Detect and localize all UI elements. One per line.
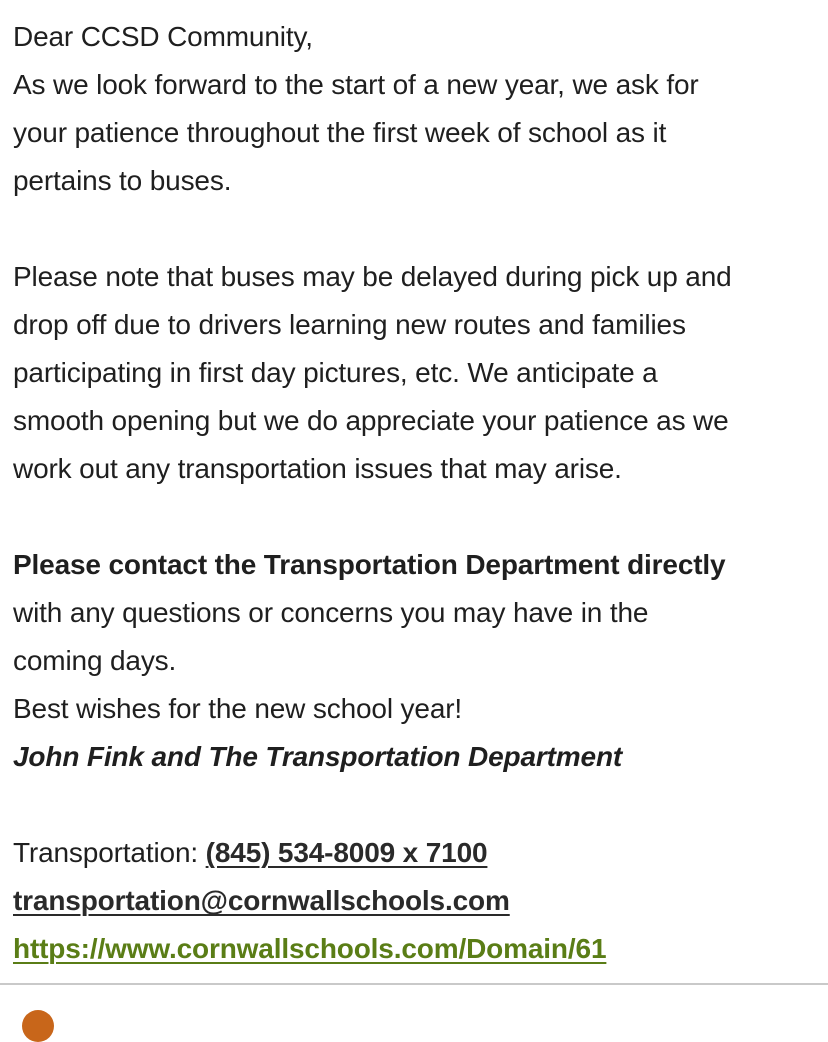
greeting: Dear CCSD Community, <box>13 21 313 52</box>
paragraph-1-line-2: your patience throughout the first week of school as it <box>13 117 667 148</box>
spacer <box>13 493 823 541</box>
paragraph-1-line-3: pertains to buses. <box>13 165 232 196</box>
phone-link[interactable]: (845) 534-8009 x 7100 <box>205 837 488 868</box>
email-link[interactable]: transportation@cornwallschools.com <box>13 885 510 916</box>
closing-line: Best wishes for the new school year! <box>13 693 463 724</box>
transportation-label: Transportation: <box>13 837 206 868</box>
divider <box>0 983 828 985</box>
avatar <box>22 1010 54 1042</box>
website-link[interactable]: https://www.cornwallschools.com/Domain/61 <box>13 933 607 964</box>
paragraph-2-line-4: smooth opening but we do appreciate your patience as we <box>13 405 729 436</box>
contact-line-1: with any questions or concerns you may have in the <box>13 597 649 628</box>
paragraph-2-line-5: work out any transportation issues that may arise. <box>13 453 622 484</box>
contact-line-2: coming days. <box>13 645 177 676</box>
spacer <box>13 781 823 829</box>
paragraph-2-line-2: drop off due to drivers learning new routes and families <box>13 309 686 340</box>
paragraph-2-line-3: participating in first day pictures, etc. We anticipate a <box>13 357 658 388</box>
paragraph-1-line-1: As we look forward to the start of a new year, we ask for <box>13 69 699 100</box>
email-body <box>13 13 823 973</box>
contact-heading: Please contact the Transportation Department directly <box>13 549 726 580</box>
signature: John Fink and The Transportation Department <box>13 741 623 772</box>
paragraph-2-line-1: Please note that buses may be delayed during pick up and <box>13 261 732 292</box>
spacer <box>13 205 823 253</box>
transportation-contact-row <box>13 829 823 877</box>
